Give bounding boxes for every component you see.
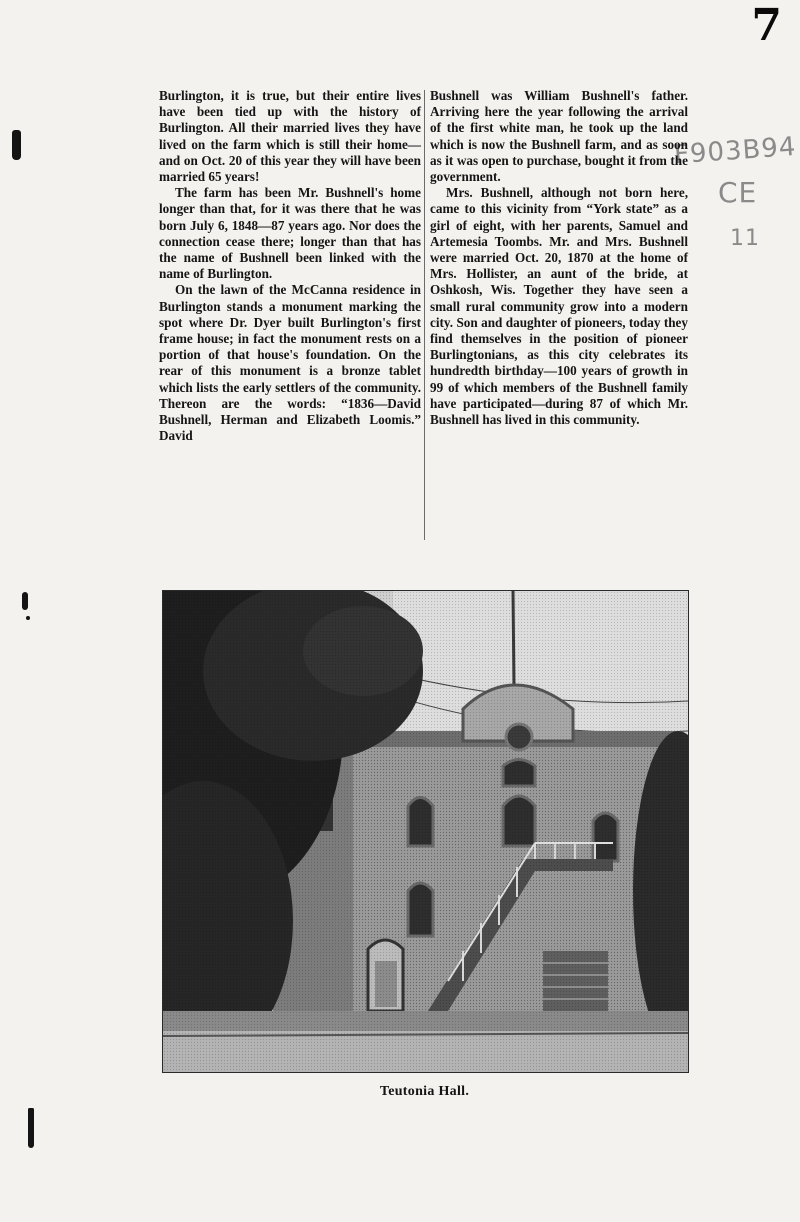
teutonia-hall-photo <box>162 590 689 1073</box>
handwritten-sheet-mark: 11 <box>730 226 760 251</box>
article-paragraph: Mrs. Bushnell, although not born here, came to this vicinity from “York state” as a girl of eight, with her parents, Samuel and Artemesia Toombs. Mr. and Mrs. Bushnell were married Oct. 20, 1870 at the home of Mrs. Hollister, an aunt of the bride, at Oshkosh, Wis. Together they have seen a small rural community grow into a modern city. Son and daughter of pioneers, today they find themselves in the position of pioneer Burlingtonians, as this city celebrates its hundredth birthday—100 years of growth in 99 of which members of the Bushnell family have participated—during 87 of which Mr. Bushnell has lived in this community. <box>430 185 688 428</box>
page-number: 7 <box>751 0 782 51</box>
article-paragraph: Bushnell was William Bushnell's father. Arriving here the year following the arrival of the first white man, he took up the land which is now the Bushnell farm, and as soon as it was open to purchase, bought it from the government. <box>430 88 688 185</box>
margin-punch-mark <box>26 616 30 620</box>
article-paragraph: Burlington, it is true, but their entire lives have been tied up with the history of Burlington. All their married lives they have lived on the farm which is still their home—and on Oct. 20 of this year they will have been married 65 years! <box>159 88 421 185</box>
article-right-column <box>430 88 688 428</box>
photo-illustration <box>163 591 688 1072</box>
article-paragraph: The farm has been Mr. Bushnell's home longer than that, for it was there that he was born July 6, 1848—87 years ago. Nor does the connection cease there; longer than that has the name of Bushnell been linked with the name of Burlington. <box>159 185 421 282</box>
handwritten-initials: CE <box>718 176 758 209</box>
margin-punch-mark <box>22 592 28 610</box>
article-left-column <box>159 88 421 444</box>
column-divider <box>424 90 425 540</box>
photo-caption: Teutonia Hall. <box>379 1084 470 1099</box>
margin-punch-mark <box>28 1108 34 1148</box>
article-paragraph: On the lawn of the McCanna residence in Burlington stands a monument marking the spot where Dr. Dyer built Burlington's first frame house; in fact the monument rests on a portion of that house's foundation. On the rear of this monument is a bronze tablet which lists the early settlers of the community. Thereon are the words: “1836—David Bushnell, Herman and Elizabeth Loomis.” David <box>159 282 421 444</box>
handwritten-catalog-mark: F903B94 <box>673 131 798 171</box>
margin-punch-mark <box>12 130 21 160</box>
